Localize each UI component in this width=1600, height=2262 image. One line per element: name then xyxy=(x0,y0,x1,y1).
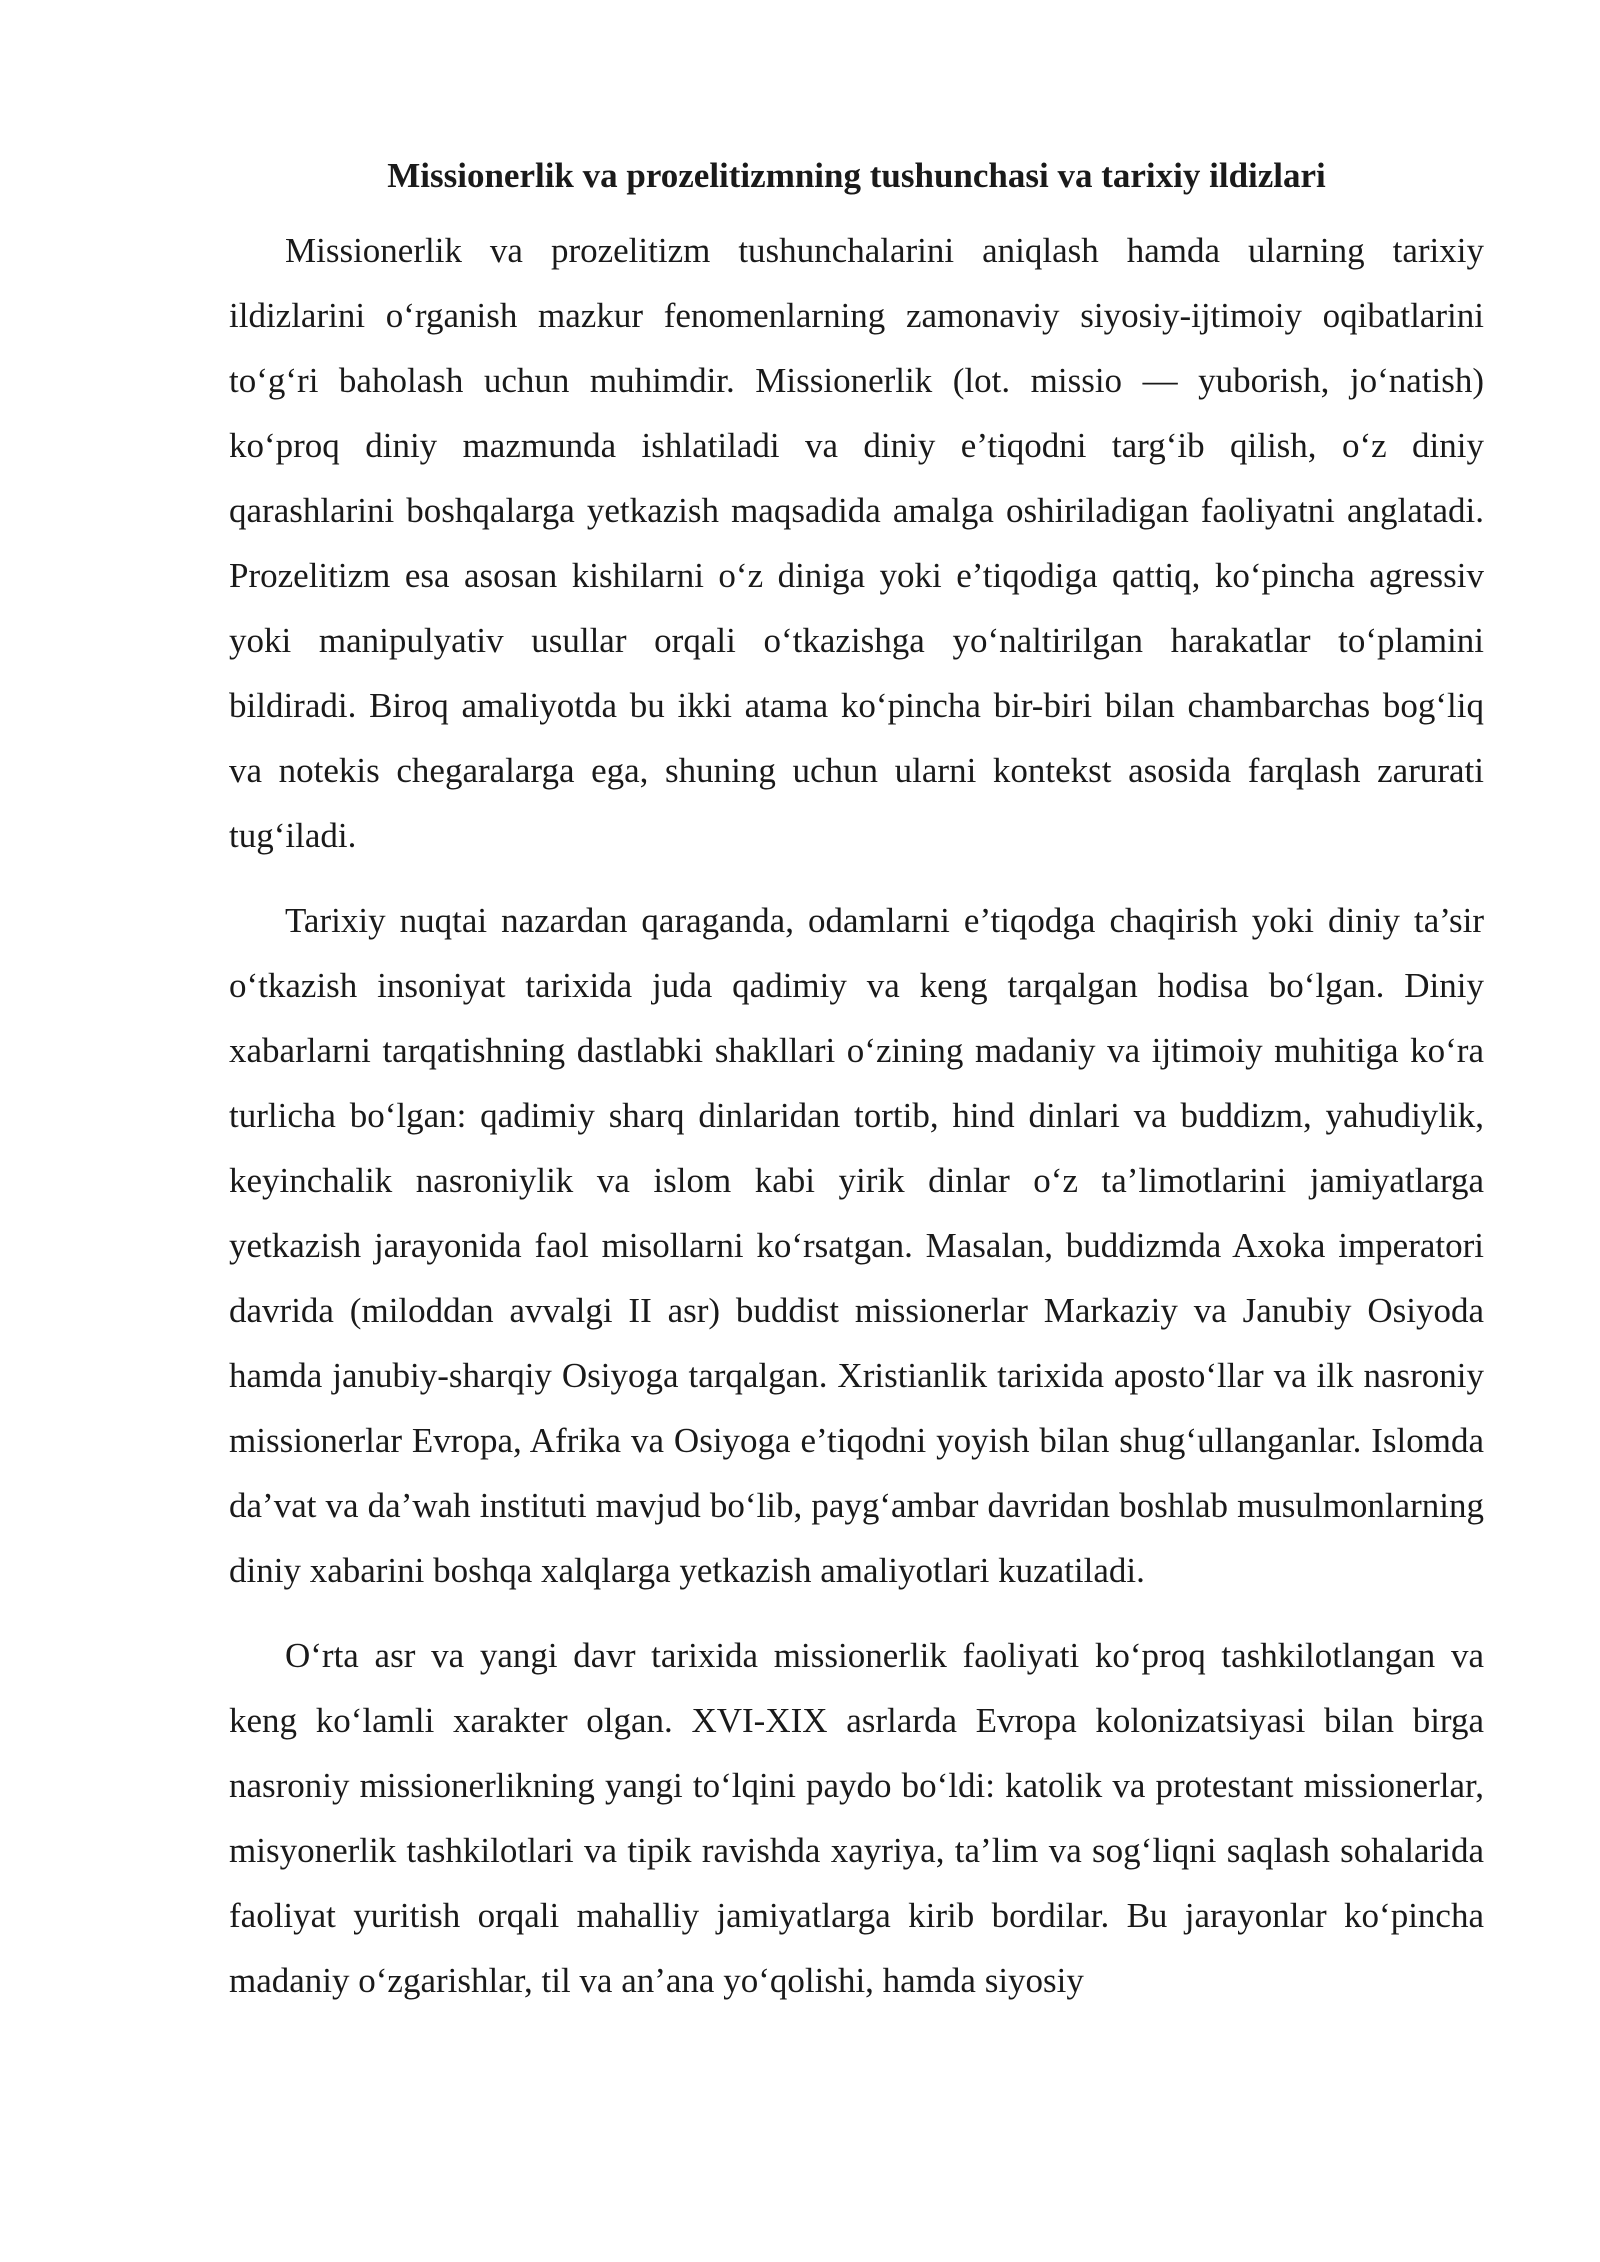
paragraph-3: O‘rta asr va yangi davr tarixida missionerlik faoliyati ko‘proq tashkilotlangan va keng ko‘lamli xarakter olgan. XVI-XIX asrlarda Evropa kolonizatsiyasi bilan birga nasroniy missionerlikning yangi to‘lqini paydo bo‘ldi: katolik va protestant missionerlar, misyonerlik tashkilotlari va tipik ravishda xayriya, ta’lim va sog‘liqni saqlash sohalarida faoliyat yuritish orqali mahalliy jamiyatlarga kirib bordilar. Bu jarayonlar ko‘pincha madaniy o‘zgarishlar, til va an’ana yo‘qolishi, hamda siyosiy xyxy=(229,1636,1484,2000)
document-body xyxy=(229,148,1484,2033)
paragraph-1: Missionerlik va prozelitizm tushunchalarini aniqlash hamda ularning tarixiy ildizlarini o‘rganish mazkur fenomenlarning zamonaviy siyosiy-ijtimoiy oqibatlarini to‘g‘ri baholash uchun muhimdir. Missionerlik (lot. missio — yuborish, jo‘natish) ko‘proq diniy mazmunda ishlatiladi va diniy e’tiqodni targ‘ib qilish, o‘z diniy qarashlarini boshqalarga yetkazish maqsadida amalga oshiriladigan faoliyatni anglatadi. Prozelitizm esa asosan kishilarni o‘z diniga yoki e’tiqodiga qattiq, ko‘pincha agressiv yoki manipulyativ usullar orqali o‘tkazishga yo‘naltirilgan harakatlar to‘plamini bildiradi. Biroq amaliyotda bu ikki atama ko‘pincha bir-biri bilan chambarchas bog‘liq va notekis chegaralarga ega, shuning uchun ularni kontekst asosida farqlash zarurati tug‘iladi. xyxy=(229,231,1484,855)
document-title: Missionerlik va prozelitizmning tushunchasi va tarixiy ildizlari xyxy=(387,156,1326,195)
paragraph-2: Tarixiy nuqtai nazardan qaraganda, odamlarni e’tiqodga chaqirish yoki diniy ta’sir o‘tkazish insoniyat tarixida juda qadimiy va keng tarqalgan hodisa bo‘lgan. Diniy xabarlarni tarqatishning dastlabki shakllari o‘zining madaniy va ijtimoiy muhitiga ko‘ra turlicha bo‘lgan: qadimiy sharq dinlaridan tortib, hind dinlari va buddizm, yahudiylik, keyinchalik nasroniylik va islom kabi yirik dinlar o‘z ta’limotlarini jamiyatlarga yetkazish jarayonida faol misollarni ko‘rsatgan. Masalan, buddizmda Axoka imperatori davrida (miloddan avvalgi II asr) buddist missionerlar Markaziy va Janubiy Osiyoda hamda janubiy-sharqiy Osiyoga tarqalgan. Xristianlik tarixida aposto‘llar va ilk nasroniy missionerlar Evropa, Afrika va Osiyoga e’tiqodni yoyish bilan shug‘ullanganlar. Islomda da’vat va da’wah instituti mavjud bo‘lib, payg‘ambar davridan boshlab musulmonlarning diniy xabarini boshqa xalqlarga yetkazish amaliyotlari kuzatiladi. xyxy=(229,901,1484,1590)
